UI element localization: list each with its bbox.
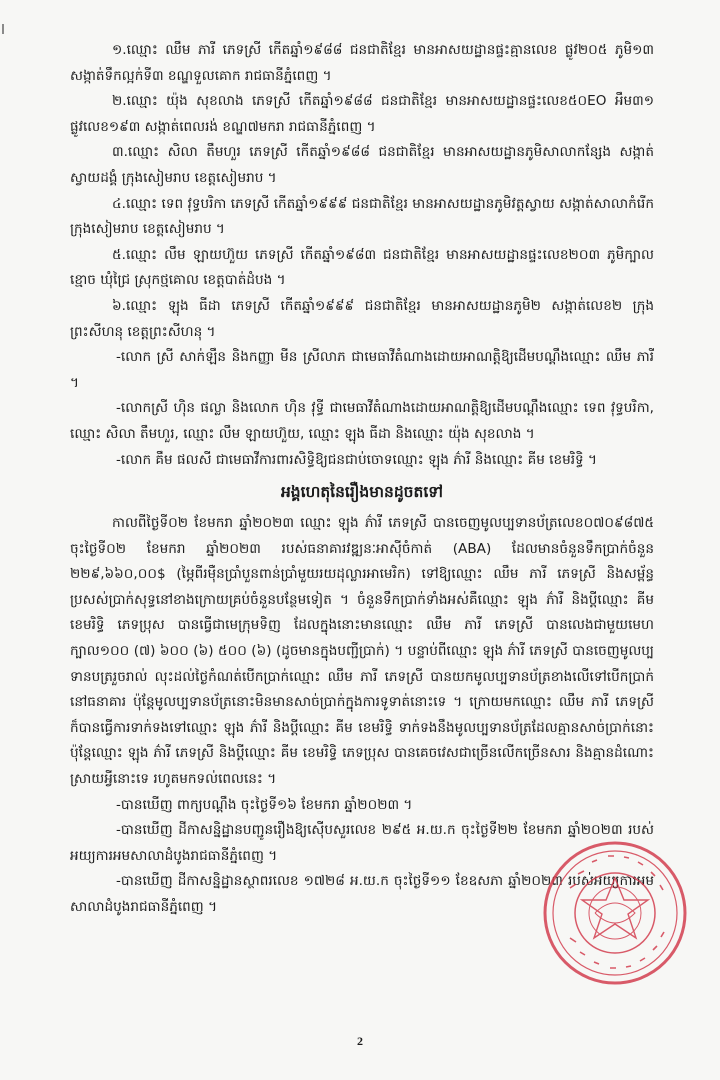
party-item: ៥.ឈ្មោះ លឹម ឡាយហ៊ួយ ភេទស្រី កើតឆ្នាំ១៩៨៣ ជនជាតិខ្មែរ មានអាសយដ្ឋានផ្ទះលេខ២០៣ ភូមិក្បាលខ្មោច ឃុំជ្រៃ ស្រុកថ្មគោល ខេត្តបាត់ដំបង ។	[70, 246, 654, 289]
reference-item: -បានឃើញ ពាក្យបណ្តឹង ចុះថ្ងៃទី១៦ ខែមករា ឆ្នាំ២០២៣ ។	[116, 796, 413, 813]
party-item: ១.ឈ្មោះ ឈឹម ភារី ភេទស្រី កើតឆ្នាំ១៩៨៨ ជនជាតិខ្មែរ មានអាសយដ្ឋានផ្ទះគ្មានលេខ ផ្លូវ២០៥ ភូមិ១៣ សង្កាត់ទឹកល្អក់ទី៣ ខណ្ឌទួលគោក រាជធានីភ្នំពេញ ។	[70, 42, 654, 84]
party-item: ៦.ឈ្មោះ ឡុង ធីដា ភេទស្រី កើតឆ្នាំ១៩៩៩ ជនជាតិខ្មែរ មានអាសយដ្ឋានភូមិ២ សង្កាត់លេខ២ ក្រុងព្រះសីហនុ ខេត្តព្រះសីហនុ ។	[70, 297, 654, 340]
scan-edge-mark	[2, 24, 8, 34]
lawyer-item: -លោកស្រី ហ៊ិន ផល្លា និងលោក ហ៊ិន វុទ្ធី ជាមេធាវីតំណាងដោយអាណត្តិឱ្យដើមបណ្តឹងឈ្មោះ ទេព វុទ្ធបរិកា, ឈ្មោះ សិលា តឹមហួរ, ឈ្មោះ លឹម ឡាយហ៊ួយ, ឈ្មោះ ឡុង ធីដា និងឈ្មោះ យ៉ុង សុខលាង ។	[70, 400, 654, 442]
lawyer-item: -លោក ស្រី សាក់ឡឹន និងកញ្ញា មីន ស្រីលាភ ជាមេធាវីតំណាងដោយអាណត្តិឱ្យដើមបណ្តឹងឈ្មោះ ឈឹម ភារី ។	[70, 349, 654, 391]
official-seal-icon	[540, 838, 690, 988]
page-number: 2	[357, 1034, 363, 1048]
party-item: ៤.ឈ្មោះ ទេព វុទ្ធបរិកា ភេទស្រី កើតឆ្នាំ១៩៩៩ ជនជាតិខ្មែរ មានអាសយដ្ឋានភូមិវត្តស្វាយ សង្កាត់សាលាកំរើក ក្រុងសៀមរាប ខេត្តសៀមរាប ។	[70, 195, 654, 238]
reference-item: -បានឃើញ ដីកាសន្និដ្ឋានស្ថាពរលេខ ១៧២៨ អ.យ.ក ចុះថ្ងៃទី១១ ខែឧសភា ឆ្នាំ២០២៣ របស់អយ្យការអមសាលាដំបូងរាជធានីភ្នំពេញ ។	[70, 873, 654, 915]
party-list	[70, 38, 654, 473]
lawyer-item: -លោក គឹម ផលសី ជាមេធាវីការពារសិទ្ធិឱ្យជនជាប់ចោទឈ្មោះ ឡុង ភ៌ារី និងឈ្មោះ គីម ខេមរិទ្ធិ ។	[116, 451, 597, 468]
party-item: ៣.ឈ្មោះ សិលា តឹមហួរ ភេទស្រី កើតឆ្នាំ១៩៨៨ ជនជាតិខ្មែរ មានអាសយដ្ឋានភូមិសាលាកន្សែង សង្កាត់ស្វាយដង្គំ ក្រុងសៀមរាប ខេត្តសៀមរាប ។	[70, 144, 654, 186]
party-item: ២.ឈ្មោះ យ៉ុង សុខលាង ភេទស្រី កើតឆ្នាំ១៩៨៨ ជនជាតិខ្មែរ មានអាសយដ្ឋានផ្ទះលេខ៥០EO អឹម៣១ ផ្លូវលេខ១៩៣ សង្កាត់ពេលរង់ ខណ្ឌ៧មករា រាជធានីភ្នំពេញ ។	[70, 93, 654, 135]
reference-item: -បានឃើញ ដីកាសន្និដ្ឋានបញ្ជូនរឿងឱ្យស៊ើបសួរលេខ ២៩៥ អ.យ.ក ចុះថ្ងៃទី២២ ខែមករា ឆ្នាំ២០២៣ របស់អយ្យការអមសាលាដំបូងរាជធានីភ្នំពេញ ។	[70, 822, 654, 864]
section-heading: អង្គហេតុនៃរឿងមានដូចតទៅ	[280, 483, 444, 502]
facts-paragraph: កាលពីថ្ងៃទី០២ ខែមករា ឆ្នាំ២០២៣ ឈ្មោះ ឡុង ភ៌ារី ភេទស្រី បានចេញមូលប្បទានប័ត្រលេខ០៧០៩៨៧៥ ចុះថ្ងៃទី០២ ខែមករា ឆ្នាំ២០២៣ របស់ធនាគារវឌ្ឍនៈអាស៊ីចំកាត់ (ABA) ដែលមានចំនួនទឹកប្រាក់ចំនួន ២២៩,៦៦០,០០$ (ម្ភៃពីរម៉ឺនប្រាំបួនពាន់ប្រាំមួយរយដុល្លារអាមេរិក) ទៅឱ្យឈ្មោះ ឈឹម ភារី ភេទស្រី និងសម្ព័ន្ធប្រសស់ប្រាក់សុទ្ធនៅខាងក្រោយគ្រប់ចំនួនបន្ថែមទៀត ។ ចំនួនទឹកប្រាក់ទាំងអស់គឺឈ្មោះ ឡុង ភ៌ារី និងប្តីឈ្មោះ គីម ខេមរិទ្ធិ ភេទប្រុស បានធ្វើជាមេក្រុមទិញ ដែលក្នុងនោះមានឈ្មោះ ឈឹម ភារី ភេទស្រី បានលេងជាមួយមេហ ក្បាល១០០ (៧) ៦០០ (៦) ៥០០ (៦) (ដូចមានក្នុងបញ្ជីប្រាក់) ។ បន្ទាប់ពីឈ្មោះ ឡុង ភ៌ារី ភេទស្រី បានចេញមូលប្បទានបត្ររួចរាល់ លុះដល់ថ្ងៃកំណត់បើកប្រាក់ឈ្មោះ ឈឹម ភារី ភេទស្រី បានយកមូលប្បទានប័ត្រខាងលើទៅបើកប្រាក់នៅធនាគារ ប៉ុន្តែមូលប្បទានប័ត្រនោះមិនមានសាច់ប្រាក់ក្នុងការទូទាត់នោះទេ ។ ក្រោយមកឈ្មោះ ឈឹម ភារី ភេទស្រី ក៏បានធ្វើការទាក់ទងទៅឈ្មោះ ឡុង ភ៌ារី និងប្តីឈ្មោះ គីម ខេមរិទ្ធិ ទាក់ទងនឹងមូលប្បទានប័ត្រដែលគ្មានសាច់ប្រាក់នោះ ប៉ុន្តែឈ្មោះ ឡុង ភ៌ារី ភេទស្រី និងប្តីឈ្មោះ គីម ខេមរិទ្ធិ ភេទប្រុស បានគេចវេសជាច្រើនលើកច្រើនសារ និងគ្មានដំណោះស្រាយអ្វីនោះទេ រហូតមកទល់ពេលនេះ ។	[70, 515, 654, 788]
